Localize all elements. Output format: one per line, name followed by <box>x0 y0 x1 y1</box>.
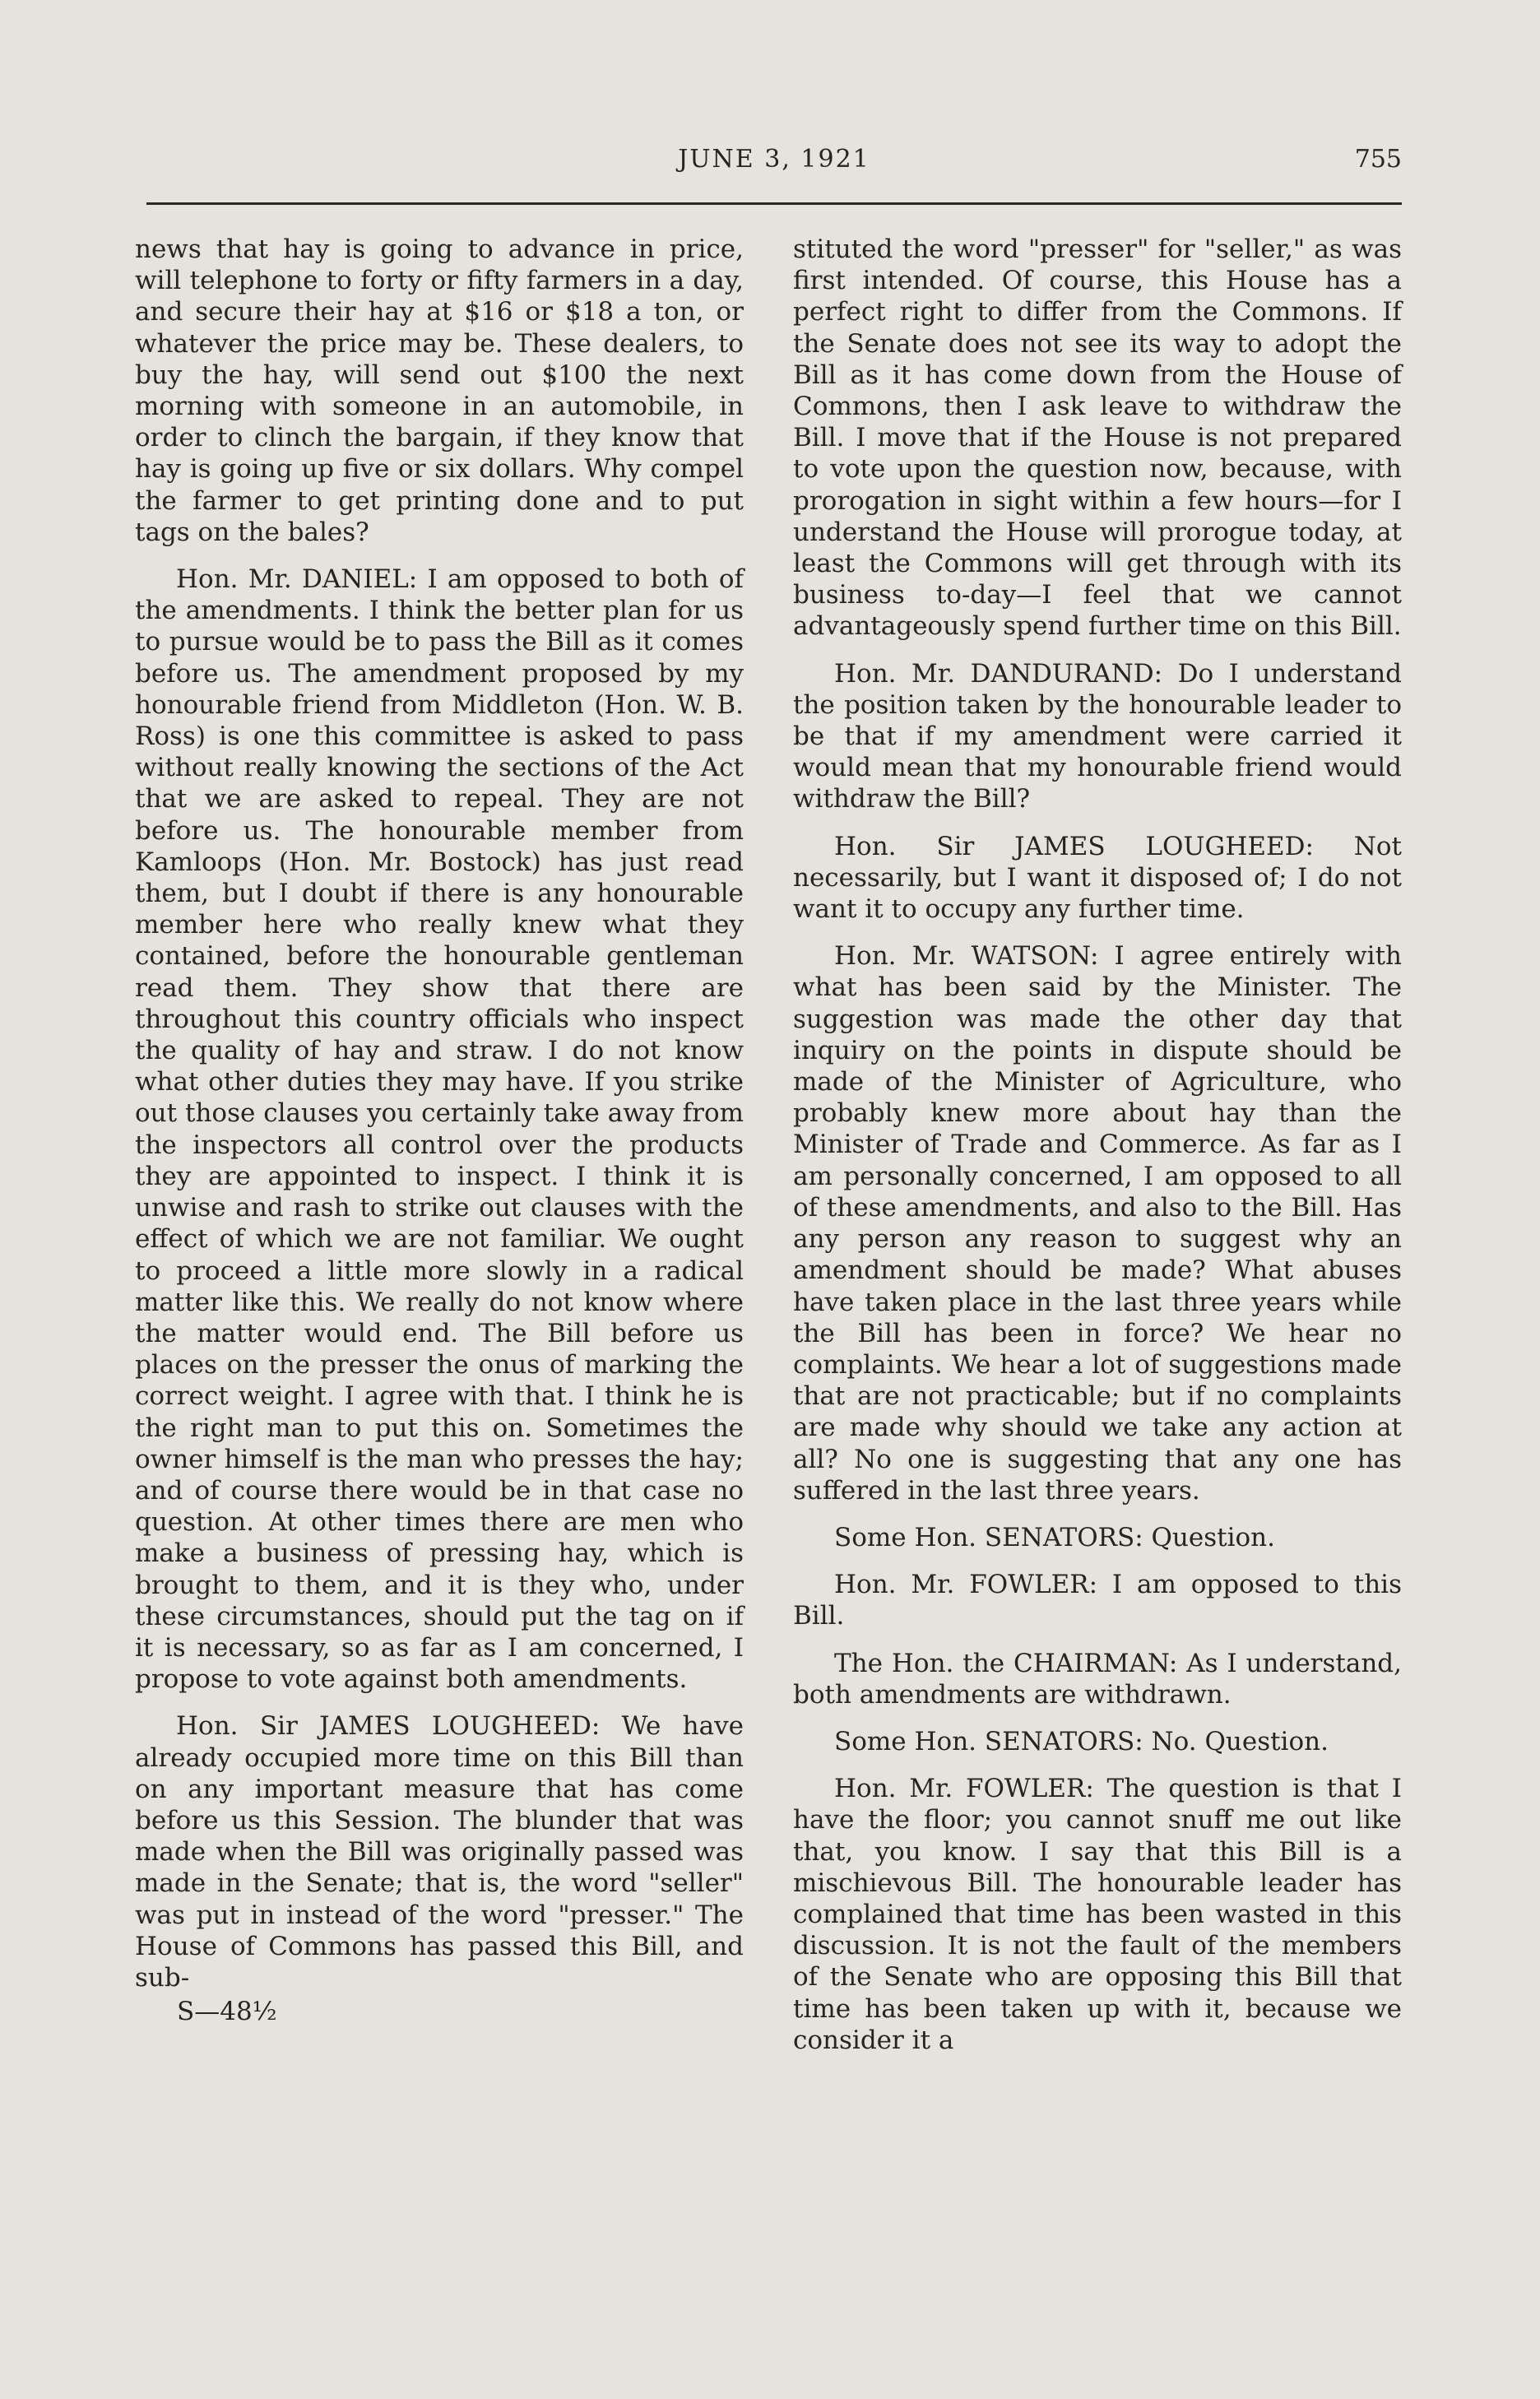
paragraph: Hon. Mr. WATSON: I agree entirely with what has been said by the Minister. The suggestion was made the other day that inquiry on the points in dispute should be made of the Minister of Agriculture, who probably knew more about hay than the Minister of Trade and Commerce. As far as I am personally concerned, I am opposed to all of these amendments, and also to the Bill. Has any person any reason to suggest why an amendment should be made? What abuses have taken place in the last three years while the Bill has been in force? We hear no complaints. We hear a lot of suggestions made that are not practicable; but if no complaints are made why should we take any action at all? No one is suggesting that any one has suffered in the last three years. <box>793 941 1402 1506</box>
paragraph: Hon. Mr. FOWLER: I am opposed to this Bill. <box>793 1570 1402 1631</box>
paragraph: Hon. Mr. FOWLER: The question is that I have the floor; you cannot snuff me out like that, you know. I say that this Bill is a mischievous Bill. The honourable leader has complained that time has been wasted in this discussion. It is not the fault of the members of the Senate who are opposing this Bill that time has been taken up with it, because we consider it a <box>793 1774 1402 2055</box>
paragraph: Hon. Sir JAMES LOUGHEED: Not necessarily, but I want it disposed of; I do not want it to occupy any further time. <box>793 831 1402 925</box>
paragraph: stituted the word "presser" for "seller," as was first intended. Of course, this House has a perfect right to differ from the Commons. If the Senate does not see its way to adopt the Bill as it has come down from the House of Commons, then I ask leave to withdraw the Bill. I move that if the House is not prepared to vote upon the question now, because, with prorogation in sight within a few hours—for I understand the House will prorogue today, at least the Commons will get through with its business to-day—I feel that we cannot advantageously spend further time on this Bill. <box>793 234 1402 642</box>
paragraph: The Hon. the CHAIRMAN: As I understand, both amendments are withdrawn. <box>793 1648 1402 1710</box>
paragraph: Some Hon. SENATORS: No. Question. <box>834 1726 1329 1756</box>
running-header <box>146 145 1402 184</box>
paragraph: news that hay is going to advance in price, will telephone to forty or fifty farmers in a day, and secure their hay at $16 or $18 a ton, or whatever the price may be. These dealers, to buy the hay, will send out $100 the next morning with someone in an automobile, in order to clinch the bargain, if they know that hay is going up five or six dollars. Why compel the farmer to get printing done and to put tags on the bales? <box>135 234 744 547</box>
left-column <box>135 234 744 2009</box>
header-rule <box>146 202 1402 205</box>
paragraph: Some Hon. SENATORS: Question. <box>834 1522 1276 1552</box>
right-column <box>793 234 1402 2072</box>
signature-mark: S—48½ <box>177 1997 277 2026</box>
paragraph: Hon. Mr. DANIEL: I am opposed to both of the amendments. I think the better plan for us to pursue would be to pass the Bill as it comes before us. The amendment proposed by my honourable friend from Middleton (Hon. W. B. Ross) is one this committee is asked to pass without really knowing the sections of the Act that we are asked to repeal. They are not before us. The honourable member from Kamloops (Hon. Mr. Bostock) has just read them, but I doubt if there is any honourable member here who really knew what they contained, before the honourable gentleman read them. They show that there are throughout this country officials who inspect the quality of hay and straw. I do not know what other duties they may have. If you strike out those clauses you certainly take away from the inspectors all control over the products they are appointed to inspect. I think it is unwise and rash to strike out clauses with the effect of which we are not familiar. We ought to proceed a little more slowly in a radical matter like this. We really do not know where the matter would end. The Bill before us places on the presser the onus of marking the correct weight. I agree with that. I think he is the right man to put this on. Sometimes the owner himself is the man who presses the hay; and of course there would be in that case no question. At other times there are men who make a business of pressing hay, which is brought to them, and it is they who, under these circumstances, should put the tag on if it is necessary, so as far as I am concerned, I propose to vote against both amendments. <box>135 564 744 1695</box>
paragraph: Hon. Sir JAMES LOUGHEED: We have already occupied more time on this Bill than on any important measure that has come before us this Session. The blunder that was made when the Bill was originally passed was made in the Senate; that is, the word "seller" was put in instead of the word "presser." The House of Commons has passed this Bill, and sub- <box>135 1711 744 1993</box>
header-date: JUNE 3, 1921 <box>678 145 870 174</box>
page-number: 755 <box>1354 145 1402 174</box>
paragraph: Hon. Mr. DANDURAND: Do I understand the position taken by the honourable leader to be that if my amendment were carried it would mean that my honourable friend would withdraw the Bill? <box>793 658 1402 814</box>
